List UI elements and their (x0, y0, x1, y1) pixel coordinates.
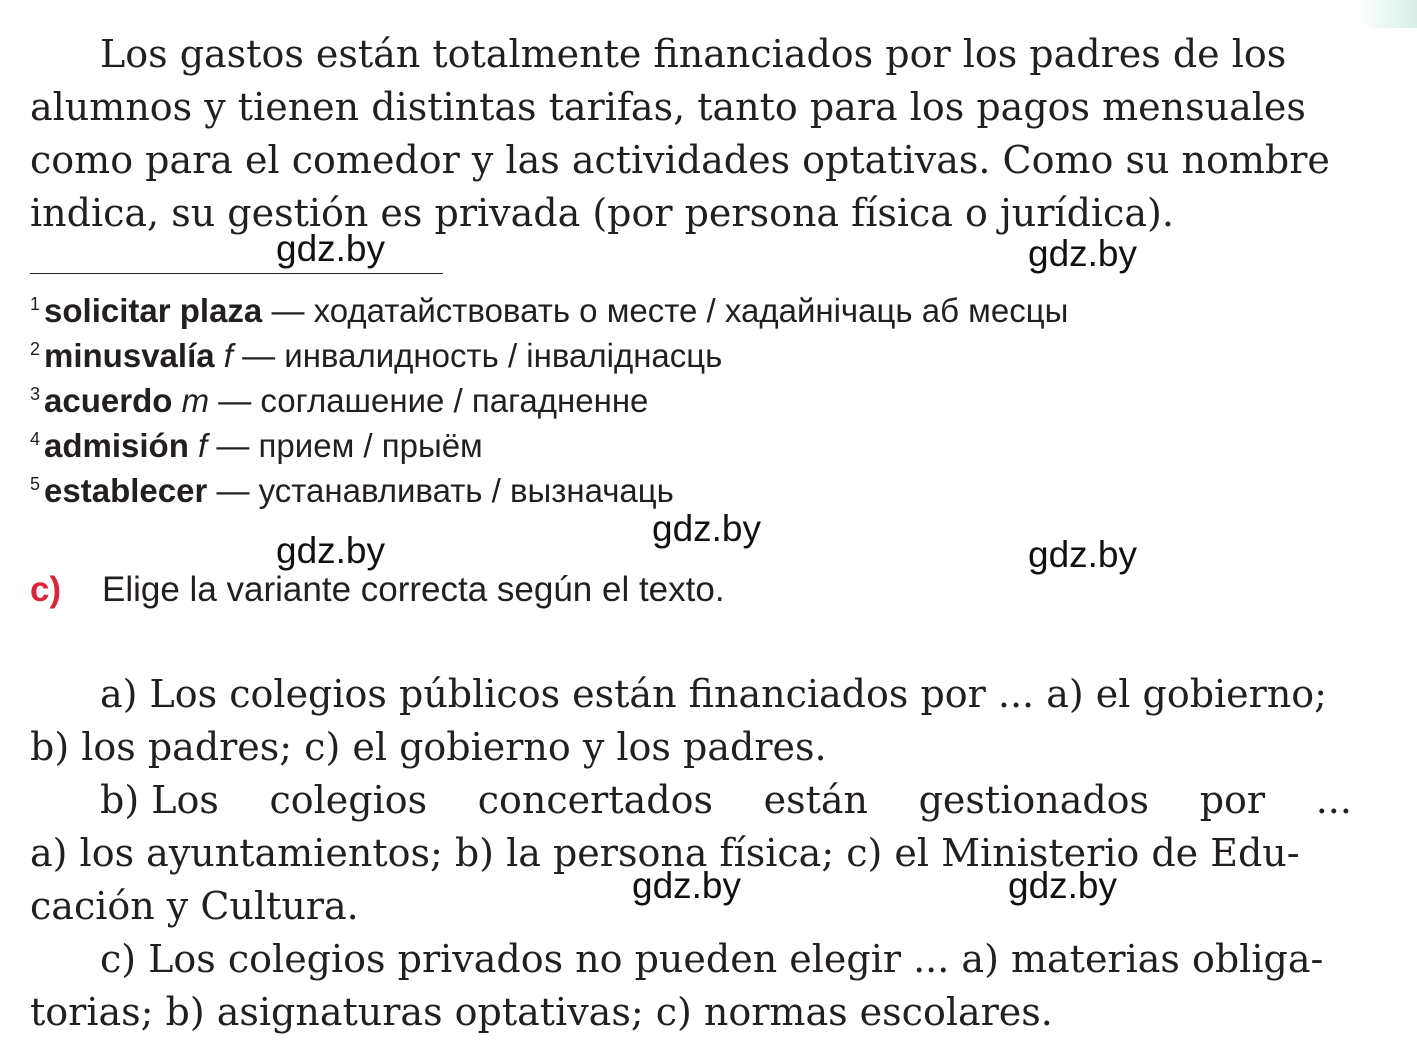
exercise-c-line: c) Los colegios privados no pueden elegir ... a) materias obliga- (100, 937, 1324, 981)
footnote-divider (30, 273, 443, 274)
watermark: gdz.by (1028, 534, 1138, 575)
task-instruction: Elige la variante correcta según el texto. (102, 570, 725, 609)
footnote-number: 1 (30, 294, 41, 314)
footnote-gender: f (198, 427, 208, 464)
footnote-translation: — устанавливать / вызначаць (216, 472, 674, 509)
footnote-1 (30, 292, 1068, 330)
exercise-a-line: a) Los colegios públicos están financiados por ... a) el gobierno; (100, 672, 1327, 716)
footnote-translation: — инвалидность / інваліднасць (242, 337, 723, 374)
word: ... (1315, 778, 1352, 822)
watermark: gdz.by (652, 508, 762, 549)
paragraph-line: alumnos y tienen distintas tarifas, tanto para los pagos mensuales (30, 85, 1306, 129)
word: colegios (269, 778, 428, 822)
paragraph-line: como para el comedor y las actividades optativas. Como su nombre (30, 138, 1330, 182)
footnote-translation: — прием / прыём (216, 427, 483, 464)
task-letter: c) (30, 570, 62, 609)
paragraph-line: indica, su gestión es privada (por persona física o jurídica). (30, 191, 1174, 235)
word: están (763, 778, 868, 822)
corner-decoration (1357, 0, 1417, 28)
watermark: gdz.by (276, 530, 386, 571)
footnote-gender: f (223, 337, 233, 374)
footnote-term: minusvalía (44, 337, 215, 374)
footnote-term: admisión (44, 427, 189, 464)
footnote-translation: — ходатайствовать о месте / хадайнічаць аб месцы (271, 292, 1069, 329)
footnote-gender: m (181, 382, 210, 419)
footnote-3 (30, 382, 648, 420)
word: concertados (477, 778, 713, 822)
watermark: gdz.by (276, 228, 386, 269)
footnote-number: 4 (30, 429, 41, 449)
footnote-term: acuerdo (44, 382, 173, 419)
footnote-translation: — соглашение / пагадненне (218, 382, 649, 419)
exercise-b-line: cación y Cultura. (30, 884, 359, 928)
paragraph-line: Los gastos están totalmente financiados por los padres de los (100, 32, 1287, 76)
footnote-2 (30, 337, 722, 375)
word: gestionados (918, 778, 1150, 822)
footnote-number: 5 (30, 474, 41, 494)
footnote-number: 3 (30, 384, 41, 404)
watermark: gdz.by (1008, 865, 1118, 906)
watermark: gdz.by (1028, 233, 1138, 274)
footnote-term: solicitar plaza (44, 292, 263, 329)
exercise-b-line: a) los ayuntamientos; b) la persona física; c) el Ministerio de Edu- (30, 831, 1300, 875)
footnote-5 (30, 472, 674, 510)
footnote-term: establecer (44, 472, 208, 509)
exercise-b-line (100, 778, 1352, 822)
word: por (1199, 778, 1266, 822)
word: b) Los (100, 778, 219, 822)
exercise-a-line: b) los padres; c) el gobierno y los padres. (30, 725, 827, 769)
watermark: gdz.by (632, 865, 742, 906)
footnote-4 (30, 427, 483, 465)
footnote-number: 2 (30, 339, 41, 359)
exercise-c-line: torias; b) asignaturas optativas; c) normas escolares. (30, 990, 1053, 1034)
